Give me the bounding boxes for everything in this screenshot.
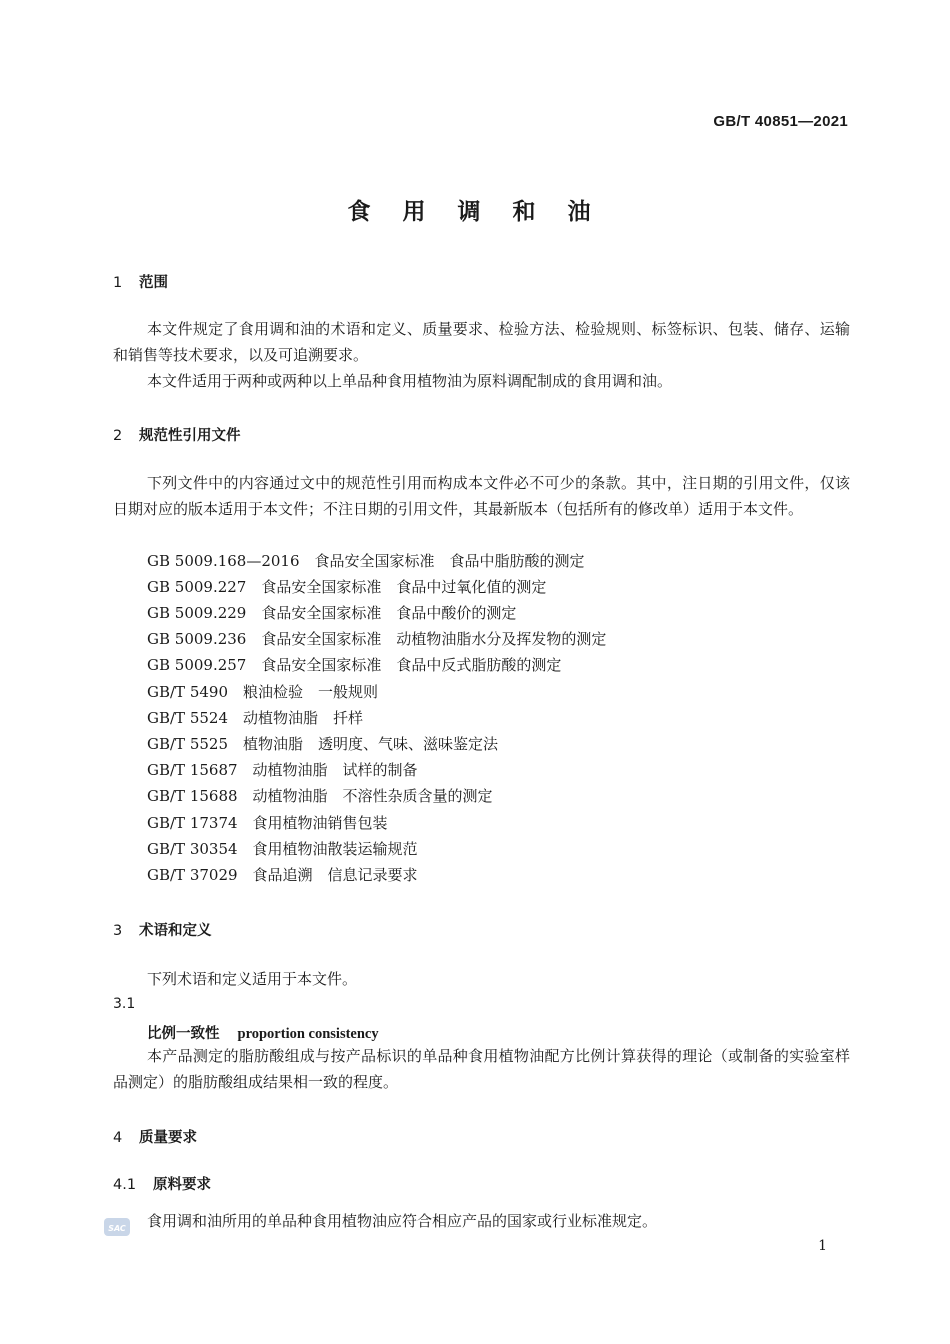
reference-item: GB 5009.236 食品安全国家标准 动植物油脂水分及挥发物的测定: [147, 630, 607, 648]
section-1-paragraph-1: 本文件规定了食用调和油的术语和定义、质量要求、检验方法、检验规则、标签标识、包装、储存、运输和销售等技术要求，以及可追溯要求。: [113, 320, 850, 364]
subclause-number: 3.1: [113, 996, 136, 1012]
reference-item: GB/T 5525 植物油脂 透明度、气味、滋味鉴定法: [147, 735, 499, 753]
section-title: 质量要求: [139, 1130, 197, 1146]
reference-item: GB/T 37029 食品追溯 信息记录要求: [147, 866, 418, 884]
section-number: 2: [113, 428, 123, 444]
reference-item: GB/T 15688 动植物油脂 不溶性杂质含量的测定: [147, 787, 493, 805]
section-title: 术语和定义: [139, 923, 212, 939]
reference-item: GB 5009.227 食品安全国家标准 食品中过氧化值的测定: [147, 578, 547, 596]
subsection-4-1-heading: [113, 1173, 211, 1194]
section-number: 3: [113, 923, 123, 939]
section-number: 1: [113, 275, 123, 291]
section-2-heading: [113, 424, 241, 445]
term-definition: 本产品测定的脂肪酸组成与按产品标识的单品种食用植物油配方比例计算获得的理论（或制备的实验室样品测定）的脂肪酸组成结果相一致的程度。: [113, 1047, 850, 1091]
section-title: 规范性引用文件: [139, 428, 241, 444]
sac-logo-text: SAC: [108, 1224, 126, 1233]
section-4-heading: [113, 1126, 197, 1147]
section-number: 4: [113, 1130, 123, 1146]
subsection-title: 原料要求: [153, 1177, 211, 1193]
section-1-heading: [113, 271, 168, 292]
document-title: 食 用 调 和 油: [347, 199, 603, 225]
term-entry: [147, 1022, 379, 1043]
standard-number: GB/T 40851—2021: [713, 113, 848, 130]
term-chinese: 比例一致性: [147, 1026, 220, 1042]
reference-item: GB 5009.229 食品安全国家标准 食品中酸价的测定: [147, 604, 517, 622]
reference-item: GB/T 17374 食用植物油销售包装: [147, 814, 388, 832]
section-1-paragraph-2: 本文件适用于两种或两种以上单品种食用植物油为原料调配制成的食用调和油。: [147, 372, 673, 390]
reference-item: GB 5009.257 食品安全国家标准 食品中反式脂肪酸的测定: [147, 656, 562, 674]
section-3-heading: [113, 919, 212, 940]
section-2-paragraph-1: 下列文件中的内容通过文中的规范性引用而构成本文件必不可少的条款。其中，注日期的引用文件，仅该日期对应的版本适用于本文件；不注日期的引用文件，其最新版本（包括所有的修改单）适用于本文件。: [113, 474, 850, 518]
reference-item: GB/T 5490 粮油检验 一般规则: [147, 683, 379, 701]
sac-logo-icon: [104, 1216, 130, 1238]
section-title: 范围: [139, 275, 168, 291]
section-3-paragraph-1: 下列术语和定义适用于本文件。: [147, 970, 358, 988]
reference-item: GB 5009.168—2016 食品安全国家标准 食品中脂肪酸的测定: [147, 552, 585, 570]
reference-item: GB/T 5524 动植物油脂 扦样: [147, 709, 364, 727]
subsection-number: 4.1: [113, 1177, 137, 1193]
section-4-1-paragraph-1: 食用调和油所用的单品种食用植物油应符合相应产品的国家或行业标准规定。: [147, 1212, 658, 1230]
reference-item: GB/T 15687 动植物油脂 试样的制备: [147, 761, 418, 779]
page-number: 1: [818, 1238, 827, 1254]
term-english: proportion consistency: [237, 1026, 379, 1042]
reference-item: GB/T 30354 食用植物油散装运输规范: [147, 840, 418, 858]
